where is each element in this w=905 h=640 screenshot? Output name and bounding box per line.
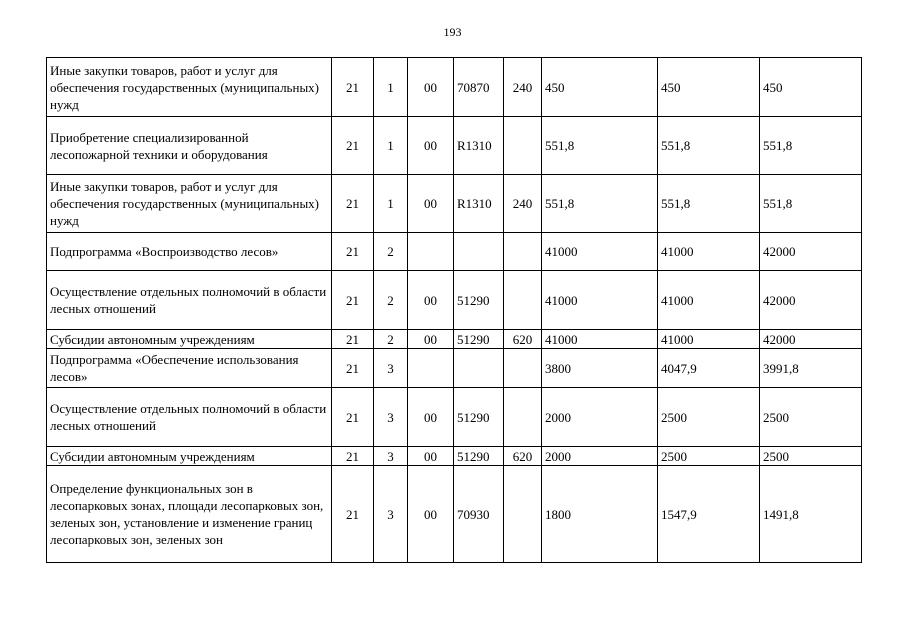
table-row (47, 58, 862, 117)
amount-year-2: 551,8 (658, 117, 760, 175)
amount-year-3: 450 (760, 58, 862, 117)
amount-year-1: 2000 (542, 447, 658, 466)
event-code: 00 (408, 388, 454, 447)
row-name: Осуществление отдельных полномочий в области лесных отношений (47, 271, 332, 330)
amount-year-3: 42000 (760, 271, 862, 330)
subprogram-code: 3 (374, 447, 408, 466)
program-code: 21 (332, 233, 374, 271)
row-name: Иные закупки товаров, работ и услуг для обеспечения государственных (муниципальных) нужд (47, 175, 332, 233)
expense-type-code (504, 388, 542, 447)
amount-year-2: 1547,9 (658, 466, 760, 563)
amount-year-1: 551,8 (542, 175, 658, 233)
event-code: 00 (408, 330, 454, 349)
row-name: Осуществление отдельных полномочий в области лесных отношений (47, 388, 332, 447)
expense-type-code: 620 (504, 330, 542, 349)
amount-year-2: 2500 (658, 447, 760, 466)
subprogram-code: 1 (374, 117, 408, 175)
expense-type-code (504, 271, 542, 330)
amount-year-1: 41000 (542, 330, 658, 349)
table-row (47, 466, 862, 563)
expense-type-code (504, 117, 542, 175)
program-code: 21 (332, 330, 374, 349)
direction-code (454, 233, 504, 271)
event-code: 00 (408, 58, 454, 117)
amount-year-2: 41000 (658, 330, 760, 349)
table-row (47, 388, 862, 447)
direction-code: 51290 (454, 447, 504, 466)
direction-code: R1310 (454, 175, 504, 233)
direction-code (454, 349, 504, 388)
row-name: Подпрограмма «Обеспечение использования лесов» (47, 349, 332, 388)
direction-code: 70930 (454, 466, 504, 563)
amount-year-1: 3800 (542, 349, 658, 388)
direction-code: 51290 (454, 330, 504, 349)
amount-year-2: 551,8 (658, 175, 760, 233)
table-row (47, 330, 862, 349)
row-name: Подпрограмма «Воспроизводство лесов» (47, 233, 332, 271)
subprogram-code: 3 (374, 349, 408, 388)
event-code (408, 233, 454, 271)
subprogram-code: 2 (374, 271, 408, 330)
amount-year-2: 41000 (658, 233, 760, 271)
amount-year-2: 450 (658, 58, 760, 117)
subprogram-code: 3 (374, 466, 408, 563)
table-row (47, 175, 862, 233)
program-code: 21 (332, 466, 374, 563)
row-name: Субсидии автономным учреждениям (47, 330, 332, 349)
event-code: 00 (408, 271, 454, 330)
budget-table (46, 57, 862, 563)
subprogram-code: 2 (374, 233, 408, 271)
expense-type-code: 620 (504, 447, 542, 466)
event-code: 00 (408, 447, 454, 466)
amount-year-1: 551,8 (542, 117, 658, 175)
expense-type-code (504, 466, 542, 563)
table-row (47, 117, 862, 175)
page-number: 193 (443, 25, 462, 39)
amount-year-2: 41000 (658, 271, 760, 330)
amount-year-1: 41000 (542, 271, 658, 330)
program-code: 21 (332, 175, 374, 233)
event-code: 00 (408, 175, 454, 233)
expense-type-code (504, 233, 542, 271)
amount-year-1: 41000 (542, 233, 658, 271)
program-code: 21 (332, 349, 374, 388)
program-code: 21 (332, 447, 374, 466)
row-name: Определение функциональных зон в лесопарковых зонах, площади лесопарковых зон, зеленых зон, установление и изменение границ лесопарковых зон, зеленых зон (47, 466, 332, 563)
event-code: 00 (408, 117, 454, 175)
amount-year-2: 2500 (658, 388, 760, 447)
table-row (47, 233, 862, 271)
amount-year-3: 551,8 (760, 175, 862, 233)
amount-year-3: 42000 (760, 330, 862, 349)
program-code: 21 (332, 58, 374, 117)
expense-type-code: 240 (504, 58, 542, 117)
program-code: 21 (332, 117, 374, 175)
amount-year-2: 4047,9 (658, 349, 760, 388)
expense-type-code: 240 (504, 175, 542, 233)
direction-code: R1310 (454, 117, 504, 175)
program-code: 21 (332, 271, 374, 330)
direction-code: 70870 (454, 58, 504, 117)
event-code: 00 (408, 466, 454, 563)
table-row (47, 349, 862, 388)
subprogram-code: 1 (374, 58, 408, 117)
amount-year-3: 2500 (760, 447, 862, 466)
row-name: Приобретение специализированной лесопожарной техники и оборудования (47, 117, 332, 175)
amount-year-1: 2000 (542, 388, 658, 447)
amount-year-3: 3991,8 (760, 349, 862, 388)
amount-year-1: 450 (542, 58, 658, 117)
amount-year-3: 551,8 (760, 117, 862, 175)
table-row (47, 447, 862, 466)
event-code (408, 349, 454, 388)
subprogram-code: 1 (374, 175, 408, 233)
row-name: Субсидии автономным учреждениям (47, 447, 332, 466)
direction-code: 51290 (454, 388, 504, 447)
subprogram-code: 3 (374, 388, 408, 447)
direction-code: 51290 (454, 271, 504, 330)
amount-year-3: 42000 (760, 233, 862, 271)
amount-year-1: 1800 (542, 466, 658, 563)
amount-year-3: 2500 (760, 388, 862, 447)
amount-year-3: 1491,8 (760, 466, 862, 563)
program-code: 21 (332, 388, 374, 447)
row-name: Иные закупки товаров, работ и услуг для обеспечения государственных (муниципальных) нужд (47, 58, 332, 117)
table-row (47, 271, 862, 330)
expense-type-code (504, 349, 542, 388)
subprogram-code: 2 (374, 330, 408, 349)
table-body (47, 58, 862, 563)
